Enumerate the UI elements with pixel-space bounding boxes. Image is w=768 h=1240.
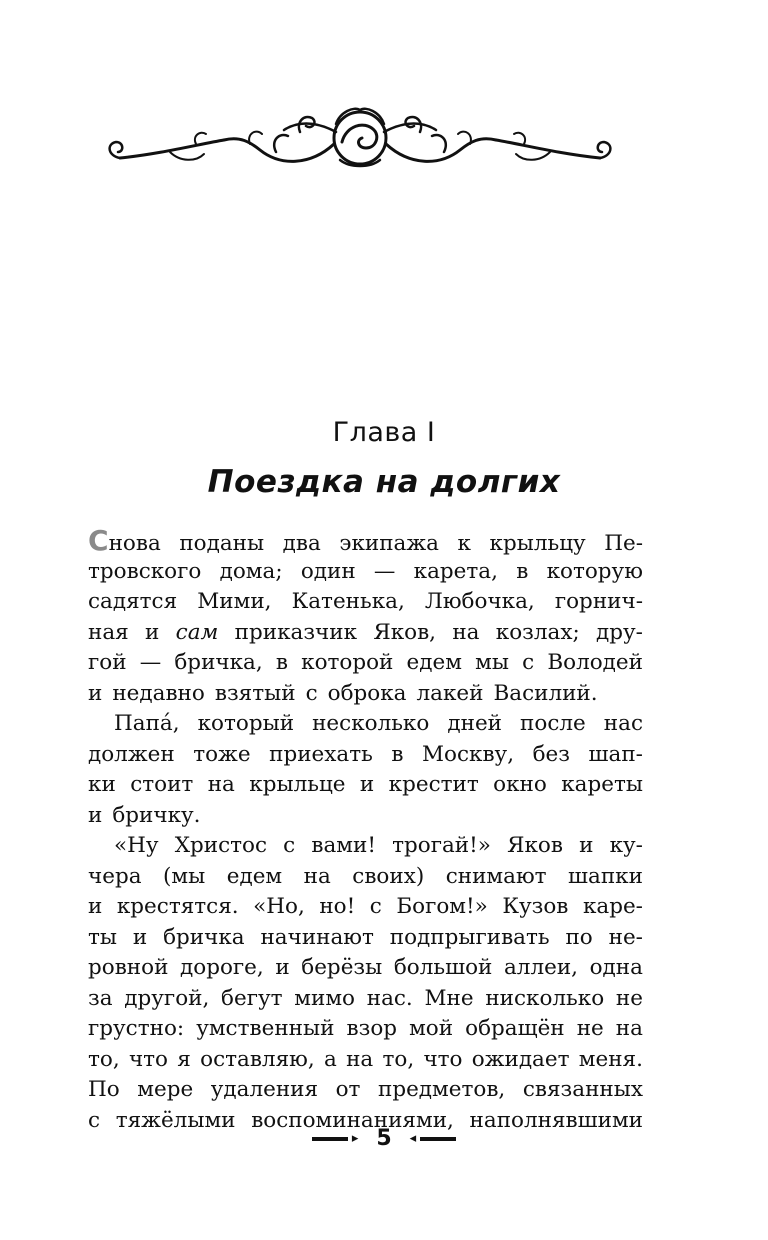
- text-word: Яков: [507, 833, 563, 858]
- text-line: [88, 801, 643, 832]
- text-word: на: [615, 1016, 643, 1041]
- text-word: садятся: [88, 589, 178, 614]
- text-line: [88, 618, 643, 649]
- text-word: стоит: [130, 772, 194, 797]
- text-line: [88, 984, 643, 1015]
- text-word: недавно: [112, 680, 205, 706]
- text-word: не: [576, 1016, 604, 1041]
- folio-rule-left: [312, 1137, 348, 1141]
- text-line: [88, 557, 643, 588]
- text-word: за: [88, 985, 113, 1011]
- text-word: и: [579, 833, 594, 858]
- page-number: 5: [376, 1126, 392, 1151]
- text-word: с: [305, 680, 318, 706]
- text-word: и: [275, 955, 290, 980]
- text-word: которую: [546, 558, 643, 584]
- text-word: и: [145, 619, 160, 645]
- text-word: мой: [409, 1016, 454, 1041]
- text-word: от: [335, 1077, 361, 1102]
- text-word: на: [452, 619, 480, 645]
- text-word: кареты: [561, 772, 643, 797]
- text-word: крыльце: [249, 772, 346, 797]
- text-word: каре-: [582, 894, 643, 919]
- text-word: нас.: [366, 985, 413, 1011]
- text-word: после: [520, 711, 586, 736]
- text-word: и: [132, 924, 148, 950]
- text-word: связанных: [522, 1077, 643, 1102]
- text-word: в: [516, 558, 529, 584]
- text-word: снимают: [445, 863, 547, 889]
- text-word: гой: [88, 650, 127, 675]
- folio-arrow-right-icon: ◂: [409, 1131, 417, 1146]
- text-word: по: [565, 924, 593, 950]
- text-word: —: [139, 650, 162, 675]
- text-word: —: [373, 558, 396, 584]
- text-word: с: [283, 833, 296, 858]
- text-word: большой: [393, 955, 493, 980]
- text-word: что: [128, 1046, 169, 1072]
- text-word: козлах;: [495, 619, 580, 645]
- text-word: умственный: [196, 1016, 335, 1041]
- text-word: Пе-: [604, 531, 643, 556]
- text-word: Христос: [174, 833, 268, 858]
- text-word: окно: [493, 772, 547, 797]
- text-word: берёзы: [301, 955, 383, 980]
- text-word: с: [522, 650, 535, 675]
- text-word: нас: [603, 711, 643, 736]
- text-word: дней: [447, 711, 502, 736]
- text-word: едем: [226, 863, 283, 889]
- text-line: [88, 526, 643, 557]
- text-word: взор: [346, 1016, 398, 1041]
- text-word: крыльцу: [489, 531, 586, 556]
- text-word: что: [423, 1046, 463, 1072]
- text-line: [88, 770, 643, 801]
- text-word: не-: [608, 924, 643, 950]
- text-word: Яков,: [373, 619, 437, 645]
- text-word: без: [532, 741, 570, 767]
- text-word: нисколько: [485, 985, 605, 1011]
- text-word: а: [323, 1046, 337, 1072]
- text-word: дороге,: [180, 955, 264, 980]
- text-line: [88, 862, 643, 893]
- text-word: поданы: [179, 531, 265, 556]
- text-word: должен: [88, 741, 175, 767]
- text-word: вами!: [311, 833, 376, 858]
- text-word: Мне: [424, 985, 474, 1011]
- text-word: нова: [108, 531, 161, 556]
- text-word: дру-: [596, 619, 643, 645]
- text-word: тяжёлыми: [115, 1107, 236, 1133]
- text-word: на: [303, 863, 331, 889]
- text-word: на: [207, 772, 235, 797]
- text-word: Кузов: [502, 894, 569, 919]
- text-word: чера: [88, 863, 142, 889]
- text-word: крестятся.: [116, 894, 239, 919]
- text-word: горнич-: [554, 589, 643, 614]
- text-word: и: [359, 772, 375, 797]
- text-word: Володей: [547, 650, 643, 675]
- text-line: [88, 1045, 643, 1076]
- text-line: [88, 923, 643, 954]
- text-word: оставляю,: [200, 1046, 315, 1072]
- text-word: трогай!»: [392, 833, 491, 858]
- text-word: бричка,: [174, 650, 263, 675]
- text-word: «Ну: [114, 833, 159, 858]
- text-word: По: [88, 1077, 120, 1102]
- text-word: едем: [406, 650, 462, 675]
- text-word: один: [300, 558, 356, 584]
- text-word: то,: [382, 1046, 415, 1072]
- text-word: дома;: [219, 558, 283, 584]
- text-word: Катенька,: [291, 589, 405, 614]
- text-word: наполнявшими: [469, 1107, 643, 1133]
- text-word: бричку.: [112, 802, 201, 828]
- text-word: с: [88, 1107, 101, 1133]
- text-word: с: [369, 894, 382, 919]
- text-word: начинают: [260, 924, 374, 950]
- text-word: то,: [88, 1046, 120, 1072]
- chapter-title: Поездка на долгих: [207, 464, 561, 500]
- text-word: тровского: [88, 558, 202, 584]
- text-word: ты: [88, 924, 118, 950]
- text-word: меня.: [578, 1046, 643, 1072]
- text-word: ровной: [88, 955, 169, 980]
- text-word: Богом!»: [396, 894, 488, 919]
- text-word: тоже: [193, 741, 251, 767]
- text-word: к: [457, 531, 471, 556]
- text-line: [88, 831, 643, 862]
- text-word: ная: [88, 619, 129, 645]
- chapter-body-text: [88, 526, 643, 1136]
- text-word: оброка: [327, 680, 407, 706]
- first-word: [88, 526, 161, 560]
- text-word: мере: [137, 1077, 194, 1102]
- text-word: мимо: [294, 985, 355, 1011]
- text-line: [88, 648, 643, 679]
- text-word: на: [346, 1046, 374, 1072]
- text-word: экипажа: [339, 531, 439, 556]
- text-word: предметов,: [377, 1077, 506, 1102]
- text-word: крестит: [388, 772, 479, 797]
- text-word: (мы: [163, 863, 206, 889]
- text-word: я: [177, 1046, 191, 1072]
- text-word: Москву,: [422, 741, 515, 767]
- text-word: в: [391, 741, 404, 767]
- text-word: воспоминаниями,: [251, 1107, 454, 1133]
- text-word: сам: [175, 619, 219, 645]
- text-word: карета,: [413, 558, 498, 584]
- text-word: грустно:: [88, 1016, 185, 1041]
- text-word: несколько: [312, 711, 430, 736]
- text-word: другой,: [124, 985, 210, 1011]
- text-word: бегут: [221, 985, 283, 1011]
- text-word: Любочка,: [424, 589, 535, 614]
- text-line: [88, 740, 643, 771]
- text-word: в: [275, 650, 288, 675]
- text-word: аллеи,: [503, 955, 578, 980]
- text-word: шап-: [588, 741, 643, 767]
- text-word: удаления: [210, 1077, 319, 1102]
- text-word: которой: [301, 650, 394, 675]
- text-word: и: [88, 680, 103, 706]
- text-word: Василий.: [493, 680, 598, 706]
- text-word: шапки: [568, 863, 643, 889]
- text-word: ки: [88, 772, 116, 797]
- folio-rule-right: [420, 1137, 456, 1141]
- drop-cap: С: [88, 524, 109, 557]
- text-word: который: [197, 711, 295, 736]
- text-line: [88, 1014, 643, 1045]
- text-line: [88, 709, 643, 740]
- text-word: одна: [589, 955, 643, 980]
- text-word: приехать: [269, 741, 373, 767]
- page-folio: [0, 1126, 768, 1151]
- text-line: [88, 953, 643, 984]
- chapter-label: Глава I: [332, 417, 436, 448]
- ornament-header: [100, 96, 620, 186]
- text-word: ожидает: [471, 1046, 570, 1072]
- text-line: [88, 679, 643, 710]
- text-word: приказчик: [234, 619, 358, 645]
- text-word: ку-: [609, 833, 643, 858]
- text-word: «Но,: [253, 894, 305, 919]
- text-word: подпрыгивать: [389, 924, 550, 950]
- text-word: взятый: [214, 680, 296, 706]
- text-word: лакей: [416, 680, 484, 706]
- text-word: и: [88, 894, 103, 919]
- folio-arrow-left-icon: ▸: [351, 1131, 359, 1146]
- text-word: Папа́,: [114, 711, 180, 736]
- text-word: и: [88, 802, 103, 828]
- text-line: [88, 587, 643, 618]
- text-word: но!: [319, 894, 356, 919]
- text-word: обращён: [465, 1016, 565, 1041]
- text-word: Мими,: [197, 589, 272, 614]
- text-word: бричка: [163, 924, 245, 950]
- text-word: два: [282, 531, 321, 556]
- text-line: [88, 892, 643, 923]
- text-word: не: [615, 985, 643, 1011]
- text-word: своих): [352, 863, 425, 889]
- text-word: мы: [475, 650, 509, 675]
- text-line: [88, 1075, 643, 1106]
